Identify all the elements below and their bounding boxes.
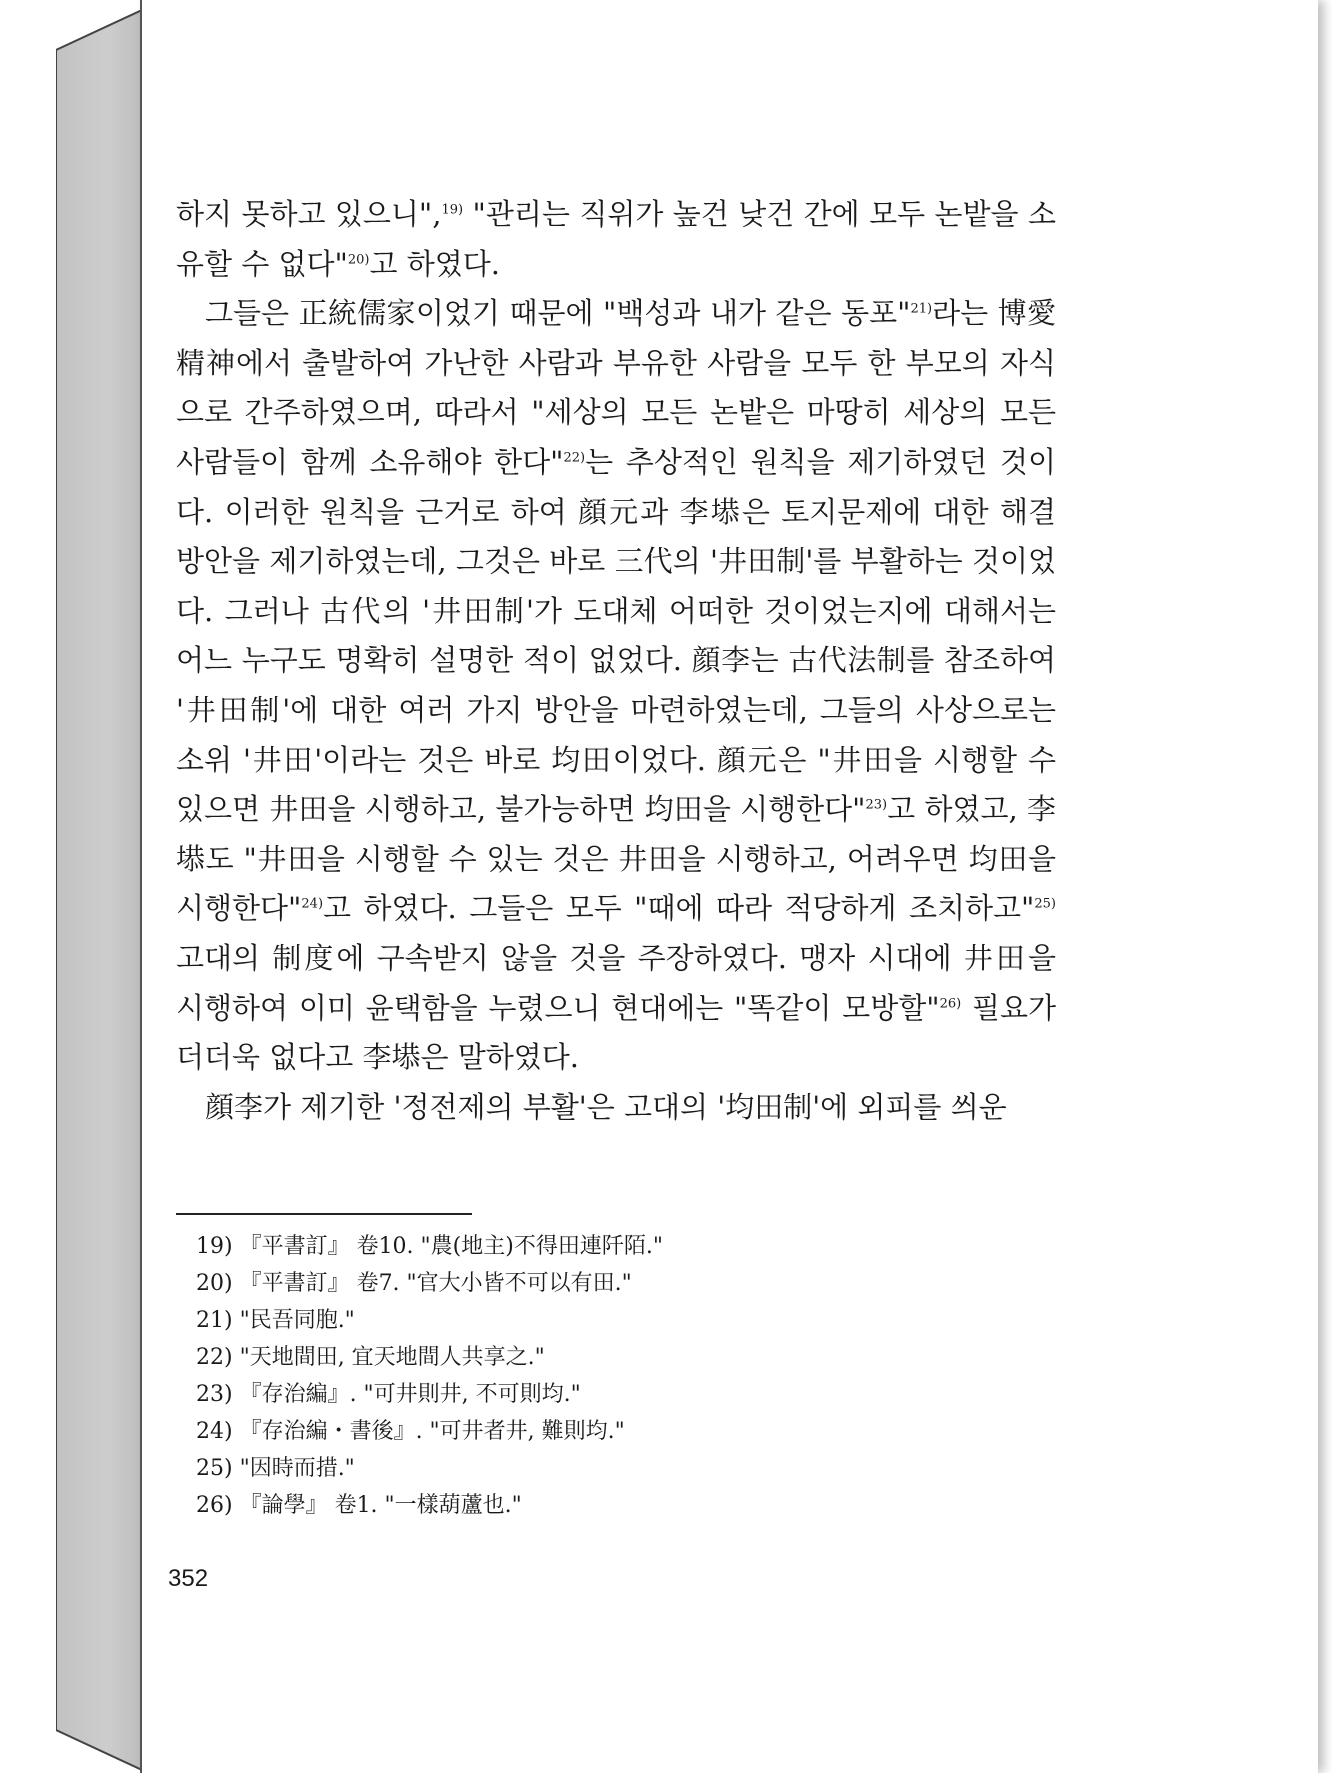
footnote-item: 26) 『論學』 卷1. "一樣葫蘆也.": [196, 1493, 522, 1518]
footnote-rule: [176, 1213, 472, 1215]
book-spine-edge: [56, 10, 142, 1770]
footnote-reference: 20): [347, 251, 370, 267]
footnote-item: 24) 『存治編・書後』. "可井者井, 難則均.": [196, 1419, 625, 1444]
body-text: [176, 190, 1056, 1132]
footnote-reference: 24): [301, 896, 324, 912]
footnote-reference: 23): [865, 797, 888, 813]
footnote-reference: 22): [563, 450, 586, 466]
paragraph-text: 고 하였다.: [369, 246, 500, 281]
paragraph-text: 라는 博愛精神에서 출발하여 가난한 사람과 부유한 사람을 모두 한 부모의 자식으로 간주하였으며, 따라서 "세상의 모든 논밭은 마땅히 세상의 모든 사람들이 함께 소유해야 한다": [176, 296, 1057, 479]
footnote-item: 25) "因時而措.": [196, 1456, 355, 1481]
footnotes: [196, 1228, 956, 1524]
paragraph-text: 필요가 더더욱 없다고 李塨은 말하였다.: [176, 990, 1057, 1075]
body-paragraph: [176, 1083, 1056, 1133]
footnote-reference: 26): [939, 995, 962, 1011]
footnote-reference: 21): [910, 301, 933, 317]
paragraph-text: "관리는 직위가 높건 낮건 간에 모두 논밭을 소유할 수 없다": [176, 197, 1057, 281]
paragraph-text: 그들은 正統儒家이었기 때문에 "백성과 내가 같은 동포": [205, 296, 911, 331]
paragraph-text: 하지 못하고 있으니",: [176, 197, 442, 231]
footnote-item: 20) 『平書訂』 卷7. "官大小皆不可以有田.": [196, 1271, 632, 1296]
footnote-item: 22) "天地間田, 宜天地間人共享之.": [196, 1345, 545, 1370]
footnote-item: 21) "民吾同胞.": [196, 1308, 355, 1333]
paragraph-text: 고 하였다. 그들은 모두 "때에 따라 적당하게 조치하고": [323, 891, 1035, 926]
footnote-reference: 19): [441, 202, 464, 218]
footnote-item: 23) 『存治編』. "可井則井, 不可則均.": [196, 1382, 581, 1407]
footnote-item: 19) 『平書訂』 卷10. "農(地主)不得田連阡陌.": [196, 1234, 663, 1259]
paragraph-text: 는 추상적인 원칙을 제기하였던 것이다. 이러한 원칙을 근거로 하여 顔元과 李塨은 토지문제에 대한 해결방안을 제기하였는데, 그것은 바로 三代의 '井田制'를 부활하는 것이었다. 그러나 古代의 '井田制'가 도대체 어떠한 것이었는지에 대해서는 어느 누구도 명확히 설명한 적이 없었다. 顔李는 古代法制를 참조하여 '井田制'에 대한 여러 가지 방안을 마련하였는데, 그들의 사상으로는 소위 '井田'이라는 것은 바로 均田이었다. 顔元은 "井田을 시행할 수 있으면 井田을 시행하고, 불가능하면 均田을 시행한다": [176, 444, 1056, 827]
paragraph-text: 고 하였고, 李塨도 "井田을 시행할 수 있는 것은 井田을 시행하고, 어려우면 均田을 시행한다": [176, 792, 1056, 926]
paragraph-text: 고대의 制度에 구속받지 않을 것을 주장하였다. 맹자 시대에 井田을 시행하여 이미 윤택함을 누렸으니 현대에는 "똑같이 모방할": [176, 940, 1056, 1025]
footnote-reference: 25): [1034, 896, 1056, 912]
body-paragraph: [176, 190, 1056, 289]
paragraph-text: 顔李가 제기한 '정전제의 부활'은 고대의 '均田制'에 외피를 씌운: [205, 1089, 1007, 1124]
body-paragraph: [176, 289, 1056, 1083]
page-number: 352: [168, 1565, 209, 1592]
